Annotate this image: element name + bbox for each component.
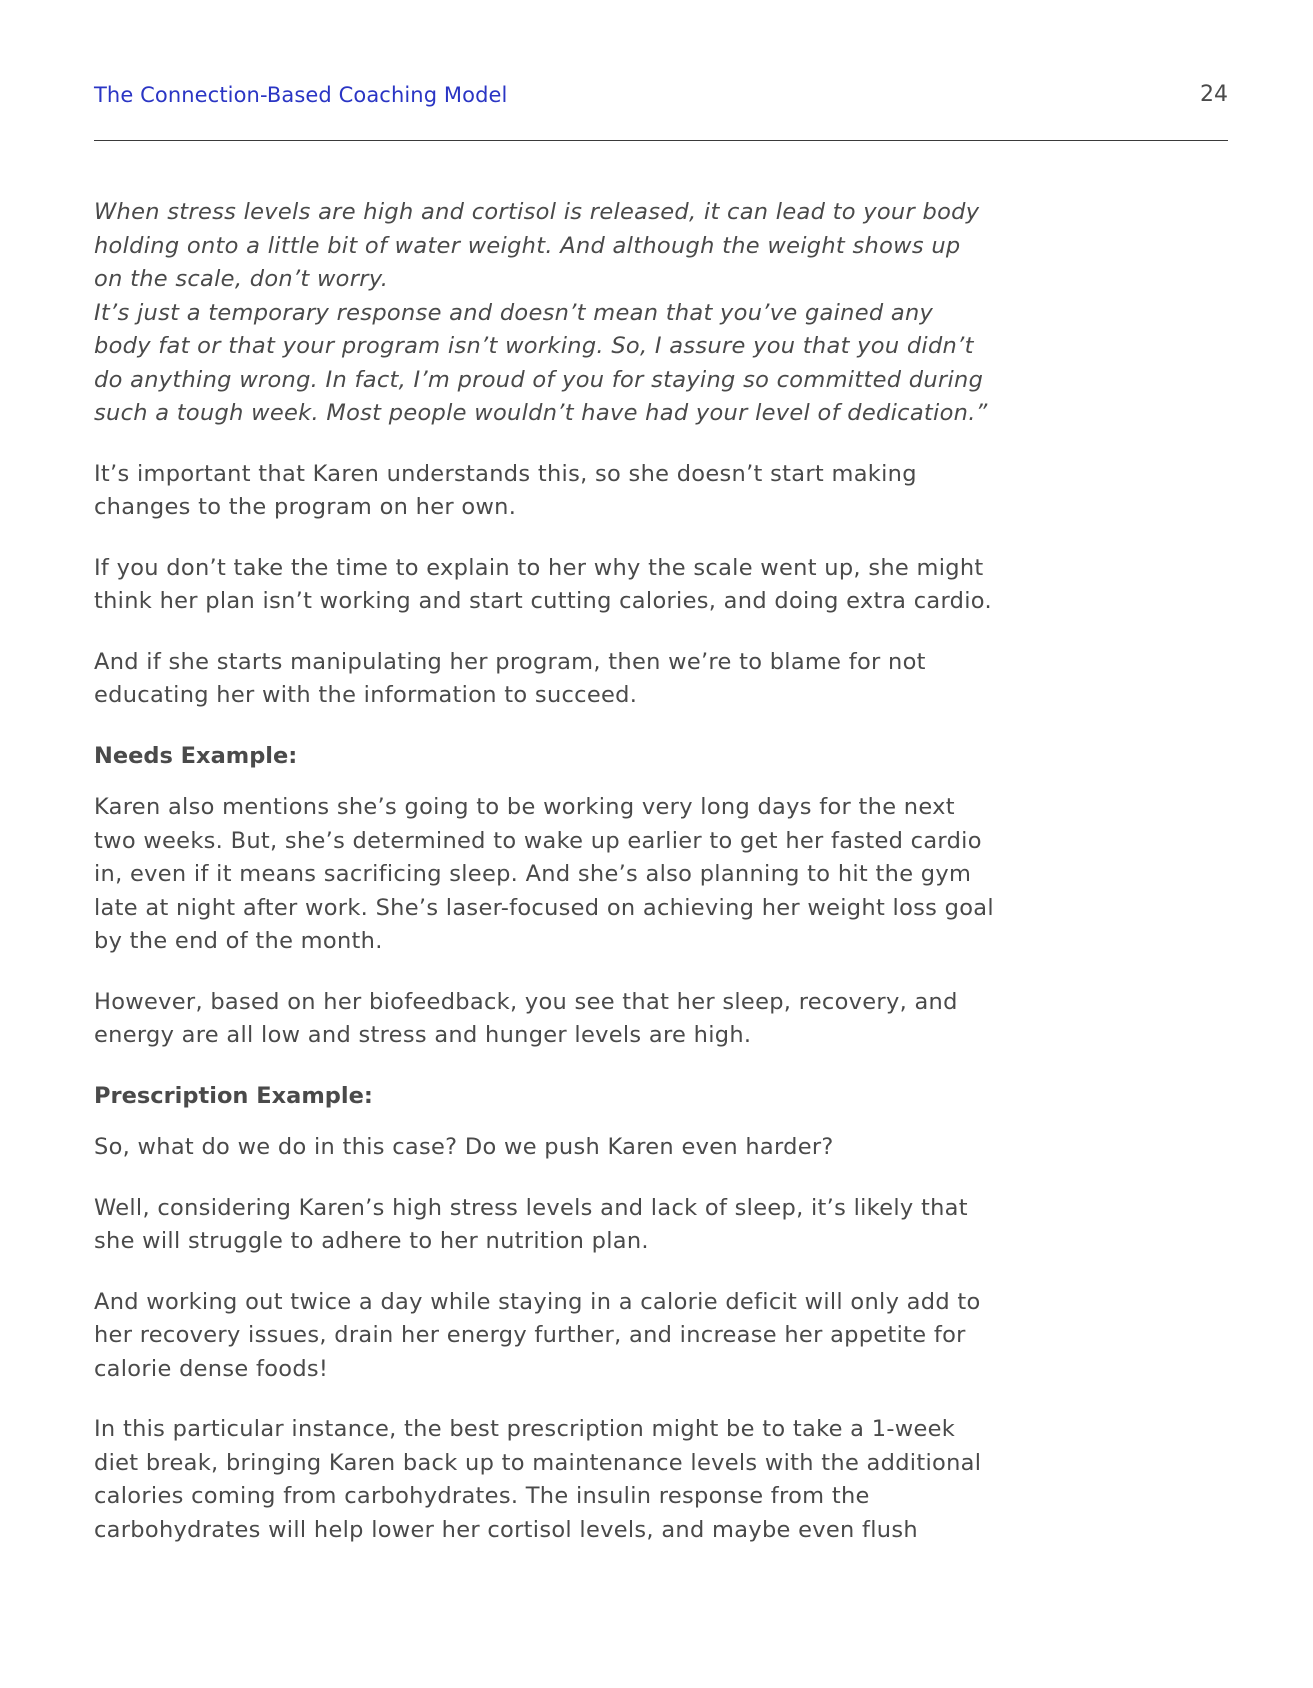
page-number: 24 (1200, 82, 1228, 107)
section-heading-prescription: Prescription Example: (94, 1082, 373, 1109)
body-paragraph: And if she starts manipulating her program, then we’re to blame for not educating her with the information to succeed. (94, 648, 926, 708)
body-paragraph: It’s important that Karen understands this, so she doesn’t start making changes to the program on her own. (94, 460, 917, 520)
section-heading-needs: Needs Example: (94, 742, 298, 769)
body-paragraph: In this particular instance, the best prescription might be to take a 1-week diet break, bringing Karen back up to maintenance levels with the additional calories coming from carbohydrates. The insulin response from the carbohydrates will help lower her cortisol levels, and maybe even flush (94, 1416, 982, 1543)
body-paragraph: However, based on her biofeedback, you see that her sleep, recovery, and energy are all low and stress and hunger levels are high. (94, 988, 958, 1048)
running-header-title: The Connection-Based Coaching Model (94, 83, 508, 107)
page-body (94, 196, 994, 1547)
page-header (94, 80, 1228, 110)
body-paragraph: Karen also mentions she’s going to be working very long days for the next two weeks. But, she’s determined to wake up earlier to get her fasted cardio in, even if it means sacrificing sleep. And she’s also planning to hit the gym late at night after work. She’s laser-focused on achieving her weight loss goal by the end of the month. (94, 794, 994, 954)
body-paragraph: And working out twice a day while staying in a calorie deficit will only add to her recovery issues, drain her energy further, and increase her appetite for calorie dense foods! (94, 1288, 981, 1382)
body-paragraph: Well, considering Karen’s high stress levels and lack of sleep, it’s likely that she will struggle to adhere to her nutrition plan. (94, 1194, 968, 1254)
quote-paragraph: It’s just a temporary response and doesn’t mean that you’ve gained any body fat or that your program isn’t working. So, I assure you that you didn’t do anything wrong. In fact, I’m proud of you for staying so committed during such a tough week. Most people wouldn’t have had your level of dedication.” (94, 299, 988, 426)
header-divider (94, 140, 1228, 141)
body-paragraph: If you don’t take the time to explain to her why the scale went up, she might think her plan isn’t working and start cutting calories, and doing extra cardio. (94, 554, 992, 614)
quote-paragraph: When stress levels are high and cortisol is released, it can lead to your body holding onto a little bit of water weight. And although the weight shows up on the scale, don’t worry. (94, 199, 980, 292)
body-paragraph: So, what do we do in this case? Do we push Karen even harder? (94, 1134, 834, 1160)
